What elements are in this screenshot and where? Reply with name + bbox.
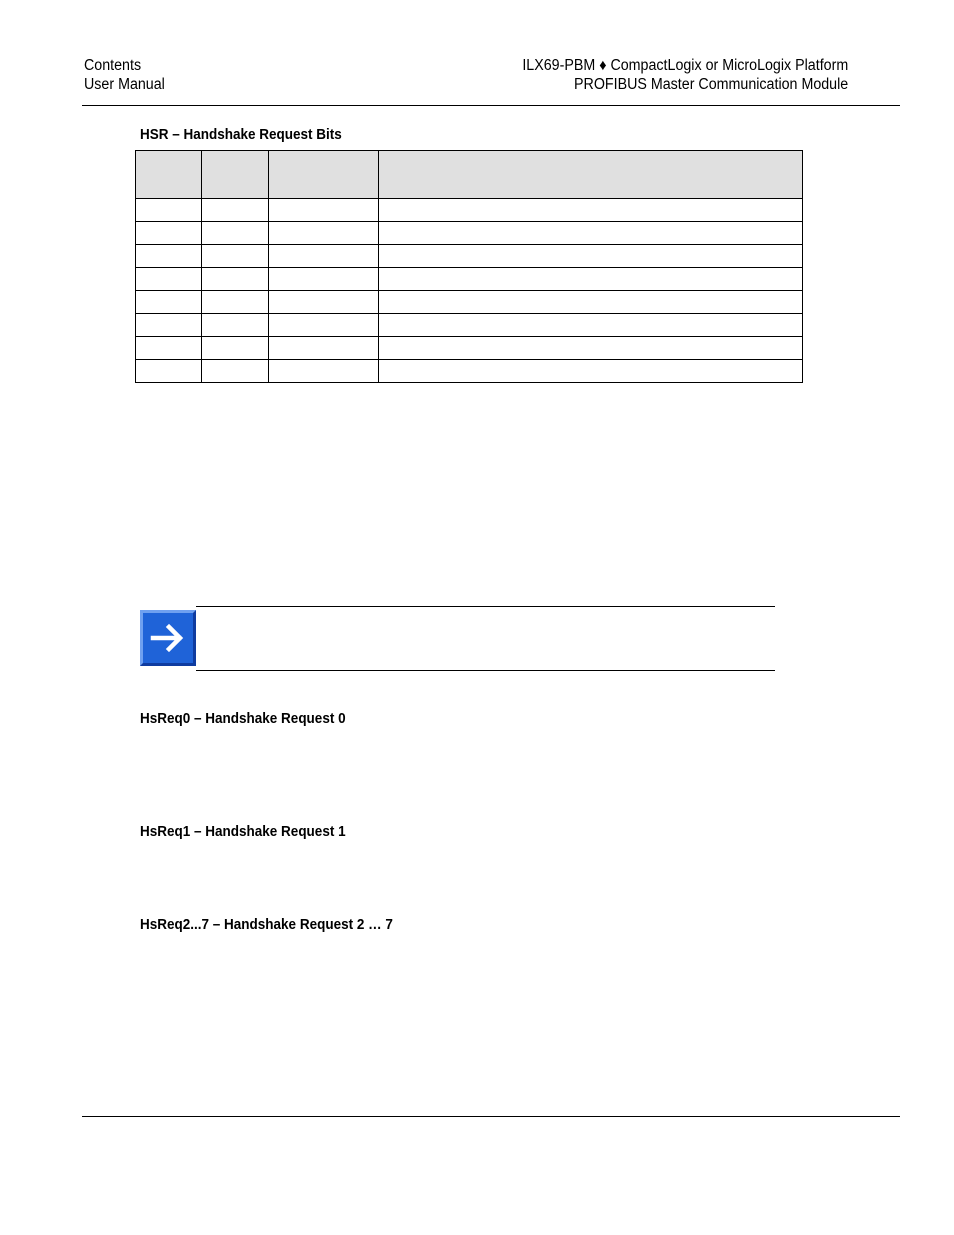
- header-left: [84, 56, 165, 94]
- table-cell: [379, 245, 803, 268]
- table-cell: [136, 199, 202, 222]
- table-row: [136, 360, 803, 383]
- table-header-cell: [379, 151, 803, 199]
- hsreq2-7-title: HsReq2...7 – Handshake Request 2 … 7: [140, 916, 393, 933]
- hsr-table: [135, 150, 803, 383]
- note-top-rule: [196, 606, 775, 607]
- table-cell: [202, 360, 269, 383]
- table-header-cell: [136, 151, 202, 199]
- table-row: [136, 337, 803, 360]
- table-cell: [136, 268, 202, 291]
- table-row: [136, 314, 803, 337]
- table-cell: [269, 314, 379, 337]
- table-cell: [379, 268, 803, 291]
- table-row: [136, 268, 803, 291]
- table-cell: [202, 245, 269, 268]
- table-cell: [379, 222, 803, 245]
- header-user-manual: User Manual: [84, 76, 165, 93]
- table-cell: [379, 360, 803, 383]
- header-right: [522, 56, 848, 94]
- table-cell: [136, 222, 202, 245]
- header-contents: Contents: [84, 57, 142, 74]
- table-cell: [269, 337, 379, 360]
- table-cell: [202, 314, 269, 337]
- table-row: [136, 291, 803, 314]
- table-cell: [202, 222, 269, 245]
- table-header-cell: [202, 151, 269, 199]
- table-cell: [269, 199, 379, 222]
- table-cell: [202, 268, 269, 291]
- table-cell: [202, 337, 269, 360]
- header-product-title: ILX69-PBM ♦ CompactLogix or MicroLogix Platform: [522, 57, 848, 74]
- hsreq0-title: HsReq0 – Handshake Request 0: [140, 710, 346, 727]
- hsr-table-title: HSR – Handshake Request Bits: [140, 126, 342, 143]
- table-cell: [202, 199, 269, 222]
- table-cell: [379, 314, 803, 337]
- table-cell: [269, 268, 379, 291]
- table-cell: [379, 337, 803, 360]
- table-row: [136, 222, 803, 245]
- table-cell: [379, 199, 803, 222]
- hsreq1-title: HsReq1 – Handshake Request 1: [140, 823, 346, 840]
- table-cell: [269, 360, 379, 383]
- table-cell: [136, 314, 202, 337]
- footer-rule: [82, 1116, 900, 1117]
- table-cell: [379, 291, 803, 314]
- header-product-subtitle: PROFIBUS Master Communication Module: [573, 76, 848, 93]
- table-header-row: [136, 151, 803, 199]
- table-cell: [136, 245, 202, 268]
- note-arrow-icon: [140, 610, 196, 666]
- table-row: [136, 199, 803, 222]
- table-cell: [136, 337, 202, 360]
- table-cell: [269, 222, 379, 245]
- table-cell: [269, 245, 379, 268]
- note-bottom-rule: [196, 670, 775, 671]
- table-header-cell: [269, 151, 379, 199]
- table-cell: [269, 291, 379, 314]
- table-cell: [136, 360, 202, 383]
- table-cell: [136, 291, 202, 314]
- table-row: [136, 245, 803, 268]
- table-cell: [202, 291, 269, 314]
- header-rule: [82, 105, 900, 106]
